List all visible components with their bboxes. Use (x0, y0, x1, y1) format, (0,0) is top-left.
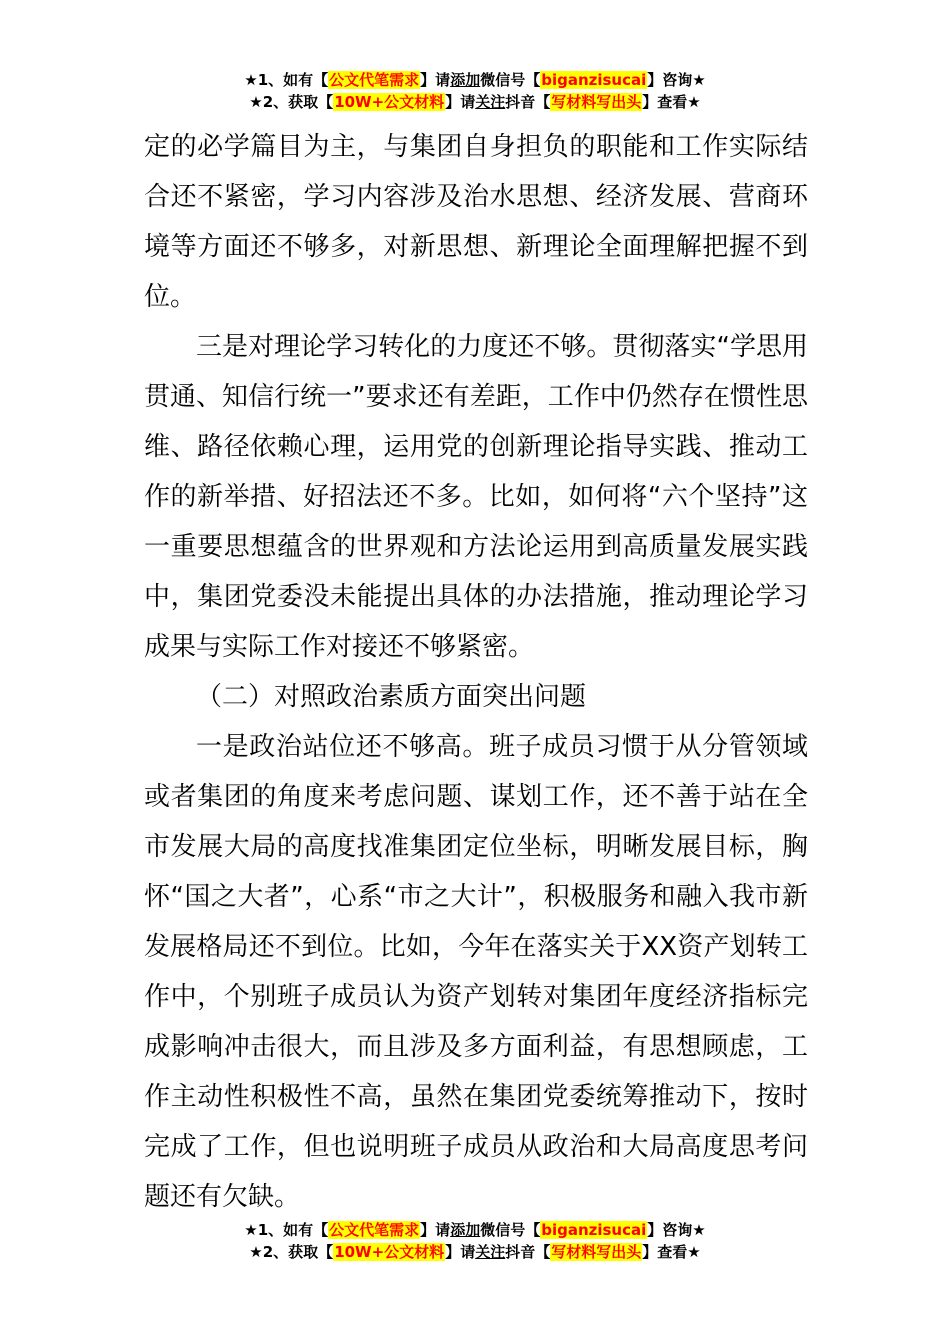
promo-text: 】请 (445, 1243, 476, 1261)
promo-line-1 (0, 1219, 950, 1241)
promo-line-2 (0, 1241, 950, 1263)
promo-text: ★2、获取【 (249, 93, 334, 111)
promo-banner-bottom (0, 1219, 950, 1263)
promo-underlined-text: 关注 (475, 93, 506, 111)
promo-highlight: 公文代笔需求 (329, 1221, 420, 1239)
promo-text: 】请 (420, 71, 451, 89)
promo-highlight: biganzisucai (541, 71, 647, 89)
promo-highlight: 10W+公文材料 (334, 93, 445, 111)
paragraph-continued: 定的必学篇目为主，与集团自身担负的职能和工作实际结合还不紧密，学习内容涉及治水思想、经济发展、营商环境等方面还不够多，对新思想、新理论全面理解把握不到位。 (144, 132, 808, 312)
promo-text: 抖音【 (505, 93, 551, 111)
promo-highlight: 10W+公文材料 (334, 1243, 445, 1261)
promo-underlined-text: 关注 (475, 1243, 506, 1261)
promo-line-1 (0, 69, 950, 91)
promo-banner-top (0, 69, 950, 113)
promo-text: 抖音【 (505, 1243, 551, 1261)
promo-text: 】咨询★ (647, 1221, 706, 1239)
promo-underlined-text: 添加 (450, 71, 481, 89)
promo-highlight: 写材料写出头 (551, 93, 642, 111)
promo-text: 】请 (445, 93, 476, 111)
promo-text: ★1、如有【 (244, 1221, 329, 1239)
promo-text: 微信号【 (480, 1221, 541, 1239)
promo-line-2 (0, 91, 950, 113)
paragraph-point-one: 一是政治站位还不够高。班子成员习惯于从分管领域或者集团的角度来考虑问题、谋划工作，还不善于站在全市发展大局的高度找准集团定位坐标，明晰发展目标，胸怀“国之大者”，心系“市之大计”，积极服务和融入我市新发展格局还不到位。比如，今年在落实关于XX资产划转工作中，个别班子成员认为资产划转对集团年度经济指标完成影响冲击很大，而且涉及多方面利益，有思想顾虑，工作主动性积极性不高，虽然在集团党委统筹推动下，按时完成了工作，但也说明班子成员从政治和大局高度思考问题还有欠缺。 (144, 732, 808, 1212)
promo-text: 】查看★ (642, 93, 701, 111)
section-heading: （二）对照政治素质方面突出问题 (196, 682, 587, 712)
promo-highlight: biganzisucai (541, 1221, 647, 1239)
promo-text: ★2、获取【 (249, 1243, 334, 1261)
promo-text: 】查看★ (642, 1243, 701, 1261)
promo-underlined-text: 添加 (450, 1221, 481, 1239)
promo-text: 微信号【 (480, 71, 541, 89)
promo-text: 】请 (420, 1221, 451, 1239)
promo-text: 】咨询★ (647, 71, 706, 89)
promo-highlight: 公文代笔需求 (329, 71, 420, 89)
promo-text: ★1、如有【 (244, 71, 329, 89)
document-body (144, 122, 808, 1222)
paragraph-point-three: 三是对理论学习转化的力度还不够。贯彻落实“学思用贯通、知信行统一”要求还有差距，工作中仍然存在惯性思维、路径依赖心理，运用党的创新理论指导实践、推动工作的新举措、好招法还不多。比如，如何将“六个坚持”这一重要思想蕴含的世界观和方法论运用到高质量发展实践中，集团党委没未能提出具体的办法措施，推动理论学习成果与实际工作对接还不够紧密。 (144, 332, 808, 662)
promo-highlight: 写材料写出头 (551, 1243, 642, 1261)
